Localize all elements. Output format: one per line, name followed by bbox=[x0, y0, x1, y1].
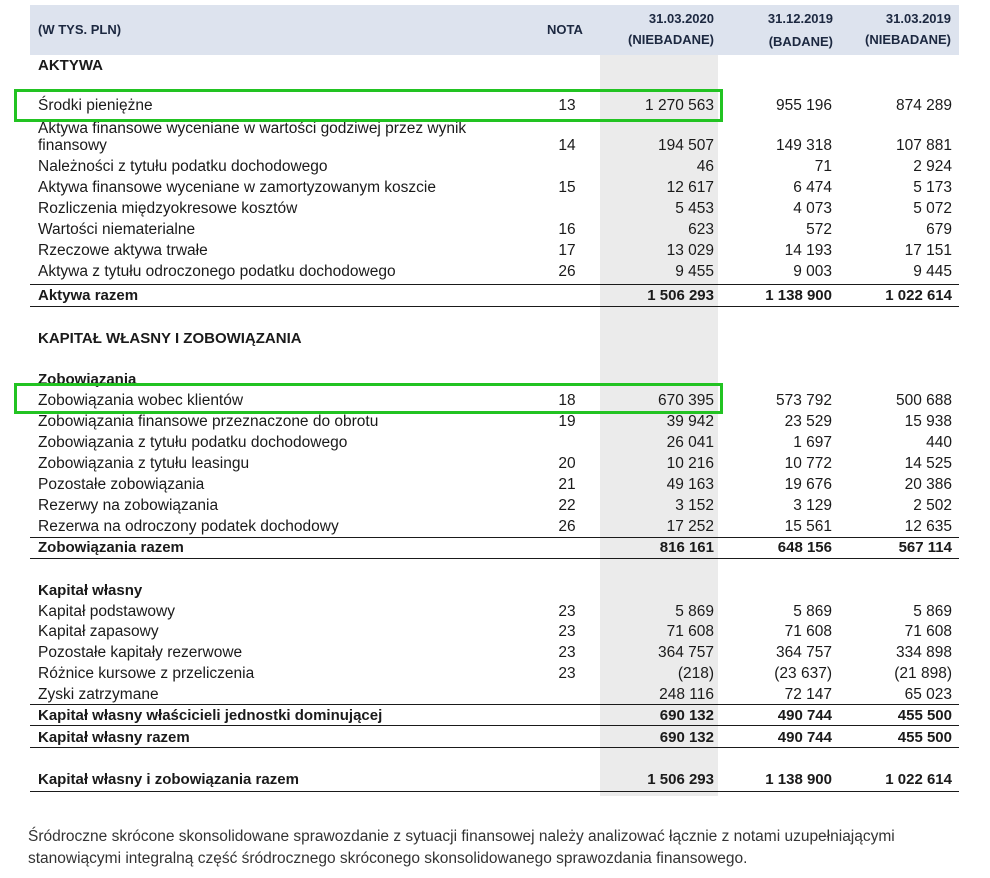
row-label: Zobowiązania razem bbox=[38, 539, 184, 556]
row-value-v1: 39 942 bbox=[666, 413, 714, 430]
table-row bbox=[38, 621, 952, 642]
row-value-v2: 5 869 bbox=[793, 603, 832, 620]
row-value-v1: 17 252 bbox=[666, 518, 714, 535]
row-label: Zyski zatrzymane bbox=[38, 686, 159, 703]
row-value-v2: 955 196 bbox=[775, 97, 832, 114]
row-value-v1: 1 506 293 bbox=[647, 287, 714, 304]
row-label: Środki pieniężne bbox=[38, 97, 153, 114]
row-value-v2: 71 bbox=[814, 158, 832, 175]
row-value-v2: 364 757 bbox=[775, 644, 832, 661]
row-value-v3: 5 173 bbox=[913, 179, 952, 196]
col3-date: 31.03.2019 bbox=[885, 11, 951, 26]
row-value-v3: 9 445 bbox=[913, 263, 952, 280]
row-nota: 20 bbox=[558, 455, 576, 472]
row-value-v1: 71 608 bbox=[666, 623, 714, 640]
total-row-equity bbox=[38, 727, 952, 748]
row-value-v1: 10 216 bbox=[666, 455, 714, 472]
table-row bbox=[38, 411, 952, 432]
row-label: Zobowiązania finansowe przeznaczone do obrotu bbox=[38, 413, 379, 430]
row-value-v2: 490 744 bbox=[777, 729, 832, 746]
row-value-v3: 17 151 bbox=[904, 242, 952, 259]
row-value-v1: 26 041 bbox=[666, 434, 714, 451]
row-value-v2: 490 744 bbox=[777, 707, 832, 724]
row-value-v3: 679 bbox=[926, 221, 952, 238]
row-label: Zobowiązania z tytułu leasingu bbox=[38, 455, 250, 472]
row-nota: 16 bbox=[558, 221, 576, 238]
divider bbox=[30, 791, 959, 792]
row-value-v3: (21 898) bbox=[894, 665, 952, 682]
row-nota: 26 bbox=[558, 518, 576, 535]
row-label: Kapitał własny bbox=[38, 582, 143, 599]
col1-status: (NIEBADANE) bbox=[628, 32, 714, 47]
row-value-v1: 49 163 bbox=[666, 476, 714, 493]
row-value-v1: 690 132 bbox=[659, 729, 714, 746]
row-label: Rzeczowe aktywa trwałe bbox=[38, 242, 208, 259]
row-nota: 15 bbox=[558, 179, 576, 196]
table-row bbox=[38, 516, 952, 537]
row-value-v2: 3 129 bbox=[793, 497, 832, 514]
row-value-v1: 5 869 bbox=[675, 603, 714, 620]
row-value-v1: 1 506 293 bbox=[647, 771, 714, 788]
row-value-v3: 20 386 bbox=[904, 476, 952, 493]
table-row bbox=[38, 198, 952, 219]
row-label: AKTYWA bbox=[38, 57, 103, 74]
row-nota: 23 bbox=[558, 644, 576, 661]
row-value-v2: (23 637) bbox=[774, 665, 832, 682]
row-label: finansowy bbox=[38, 137, 107, 154]
row-value-v2: 6 474 bbox=[793, 179, 832, 196]
row-label: Aktywa z tytułu odroczonego podatku dochodowego bbox=[38, 263, 396, 280]
row-value-v3: 12 635 bbox=[904, 518, 952, 535]
section-title-assets bbox=[38, 55, 952, 76]
row-nota: 23 bbox=[558, 665, 576, 682]
total-row-assets bbox=[38, 285, 952, 306]
row-value-v3: 5 869 bbox=[913, 603, 952, 620]
row-value-v3: 107 881 bbox=[895, 137, 952, 154]
footnote-line-1: Śródroczne skrócone skonsolidowane sprawozdanie z sytuacji finansowej należy analizować łącznie z notami uzupełniającymi bbox=[28, 828, 895, 845]
row-label: Kapitał zapasowy bbox=[38, 623, 159, 640]
row-value-v2: 15 561 bbox=[784, 518, 832, 535]
divider bbox=[30, 747, 959, 748]
table-row bbox=[38, 495, 952, 516]
row-value-v2: 71 608 bbox=[784, 623, 832, 640]
row-value-v1: 623 bbox=[688, 221, 714, 238]
table-row bbox=[38, 219, 952, 240]
row-nota: 21 bbox=[558, 476, 576, 493]
row-value-v3: 2 924 bbox=[913, 158, 952, 175]
row-nota: 18 bbox=[558, 392, 576, 409]
row-value-v2: 72 147 bbox=[784, 686, 832, 703]
row-value-v3: 455 500 bbox=[897, 707, 952, 724]
table-header bbox=[30, 5, 959, 55]
row-nota: 19 bbox=[558, 413, 576, 430]
row-label: Kapitał własny razem bbox=[38, 729, 190, 746]
row-value-v3: 65 023 bbox=[904, 686, 952, 703]
row-value-v2: 19 676 bbox=[784, 476, 832, 493]
highlight-box-cash bbox=[14, 89, 723, 122]
row-value-v3: 455 500 bbox=[897, 729, 952, 746]
row-value-v2: 1 138 900 bbox=[765, 771, 832, 788]
table-row bbox=[38, 177, 952, 198]
row-label: Aktywa razem bbox=[38, 287, 139, 304]
row-value-v3: 1 022 614 bbox=[885, 287, 952, 304]
row-nota: 13 bbox=[558, 97, 576, 114]
row-value-v3: 500 688 bbox=[895, 392, 952, 409]
table-row bbox=[38, 135, 952, 156]
table-row bbox=[38, 684, 952, 705]
col2-status: (BADANE) bbox=[768, 34, 833, 49]
row-value-v2: 4 073 bbox=[793, 200, 832, 217]
row-label: Zobowiązania bbox=[38, 371, 137, 388]
row-value-v3: 71 608 bbox=[904, 623, 952, 640]
row-value-v2: 1 697 bbox=[793, 434, 832, 451]
section-title-equity-liabilities bbox=[38, 328, 952, 349]
total-row-liabilities bbox=[38, 537, 952, 558]
row-value-v1: 670 395 bbox=[657, 392, 714, 409]
grand-total-row bbox=[38, 769, 952, 790]
row-label: Pozostałe zobowiązania bbox=[38, 476, 205, 493]
unit-label: (W TYS. PLN) bbox=[38, 22, 122, 37]
row-value-v3: 5 072 bbox=[913, 200, 952, 217]
table-row bbox=[38, 240, 952, 261]
row-value-v2: 14 193 bbox=[784, 242, 832, 259]
footnote-line-2: stanowiącymi integralną część śródrocznego skróconego skonsolidowanego sprawozdania finansowego. bbox=[28, 850, 748, 867]
row-value-v1: 194 507 bbox=[657, 137, 714, 154]
row-value-v2: 149 318 bbox=[775, 137, 832, 154]
section-title-equity bbox=[38, 580, 952, 601]
row-value-v1: 46 bbox=[696, 158, 714, 175]
footnote bbox=[28, 826, 968, 870]
subtotal-row-parent-equity bbox=[38, 705, 952, 726]
table-row bbox=[38, 156, 952, 177]
row-value-v3: 2 502 bbox=[913, 497, 952, 514]
row-value-v2: 10 772 bbox=[784, 455, 832, 472]
row-nota: 23 bbox=[558, 623, 576, 640]
row-label: Kapitał własny właścicieli jednostki dominującej bbox=[38, 707, 383, 724]
row-label: Wartości niematerialne bbox=[38, 221, 196, 238]
row-value-v3: 440 bbox=[926, 434, 952, 451]
row-value-v2: 1 138 900 bbox=[765, 287, 832, 304]
row-value-v1: 13 029 bbox=[666, 242, 714, 259]
row-value-v3: 567 114 bbox=[898, 539, 952, 556]
row-value-v2: 572 bbox=[806, 221, 832, 238]
row-label: Pozostałe kapitały rezerwowe bbox=[38, 644, 243, 661]
row-value-v1: (218) bbox=[677, 665, 714, 682]
table-row bbox=[38, 663, 952, 684]
row-value-v1: 690 132 bbox=[659, 707, 714, 724]
table-row bbox=[38, 601, 952, 622]
table-row bbox=[38, 642, 952, 663]
divider bbox=[30, 558, 959, 559]
row-value-v3: 334 898 bbox=[895, 644, 952, 661]
row-label: Zobowiązania wobec klientów bbox=[38, 392, 244, 409]
row-label: Kapitał własny i zobowiązania razem bbox=[38, 771, 299, 788]
row-value-v2: 9 003 bbox=[793, 263, 832, 280]
row-label: Różnice kursowe z przeliczenia bbox=[38, 665, 255, 682]
row-value-v3: 15 938 bbox=[904, 413, 952, 430]
row-value-v2: 23 529 bbox=[784, 413, 832, 430]
row-value-v1: 5 453 bbox=[675, 200, 714, 217]
highlight-box-client-liabilities bbox=[14, 383, 723, 414]
row-value-v2: 648 156 bbox=[777, 539, 832, 556]
table-row bbox=[38, 261, 952, 282]
row-value-v3: 874 289 bbox=[895, 97, 952, 114]
table-row bbox=[38, 474, 952, 495]
row-nota: 17 bbox=[558, 242, 576, 259]
row-label: KAPITAŁ WŁASNY I ZOBOWIĄZANIA bbox=[38, 330, 302, 347]
table-row bbox=[38, 453, 952, 474]
row-value-v3: 1 022 614 bbox=[885, 771, 952, 788]
row-label: Rozliczenia międzyokresowe kosztów bbox=[38, 200, 298, 217]
row-nota: 26 bbox=[558, 263, 576, 280]
row-label: Aktywa finansowe wyceniane w zamortyzowanym koszcie bbox=[38, 179, 436, 196]
divider bbox=[30, 725, 959, 726]
row-value-v3: 14 525 bbox=[904, 455, 952, 472]
row-label: Aktywa finansowe wyceniane w wartości godziwej przez wynik bbox=[38, 120, 467, 137]
row-value-v1: 3 152 bbox=[675, 497, 714, 514]
row-label: Zobowiązania z tytułu podatku dochodowego bbox=[38, 434, 348, 451]
row-nota: 23 bbox=[558, 603, 576, 620]
row-label: Kapitał podstawowy bbox=[38, 603, 175, 620]
row-nota: 22 bbox=[558, 497, 576, 514]
row-value-v1: 248 116 bbox=[659, 686, 714, 703]
row-nota: 14 bbox=[558, 137, 576, 154]
row-value-v1: 1 270 563 bbox=[645, 97, 714, 114]
row-value-v1: 9 455 bbox=[675, 263, 714, 280]
row-value-v2: 573 792 bbox=[775, 392, 832, 409]
table-row bbox=[38, 432, 952, 453]
row-value-v1: 12 617 bbox=[666, 179, 714, 196]
row-value-v1: 816 161 bbox=[659, 539, 714, 556]
col1-date: 31.03.2020 bbox=[648, 11, 714, 26]
divider bbox=[30, 306, 959, 307]
row-label: Należności z tytułu podatku dochodowego bbox=[38, 158, 328, 175]
row-label: Rezerwa na odroczony podatek dochodowy bbox=[38, 518, 339, 535]
nota-header: NOTA bbox=[547, 22, 583, 37]
row-value-v1: 364 757 bbox=[657, 644, 714, 661]
col2-date: 31.12.2019 bbox=[767, 11, 833, 26]
col3-status: (NIEBADANE) bbox=[865, 32, 951, 47]
row-label: Rezerwy na zobowiązania bbox=[38, 497, 219, 514]
